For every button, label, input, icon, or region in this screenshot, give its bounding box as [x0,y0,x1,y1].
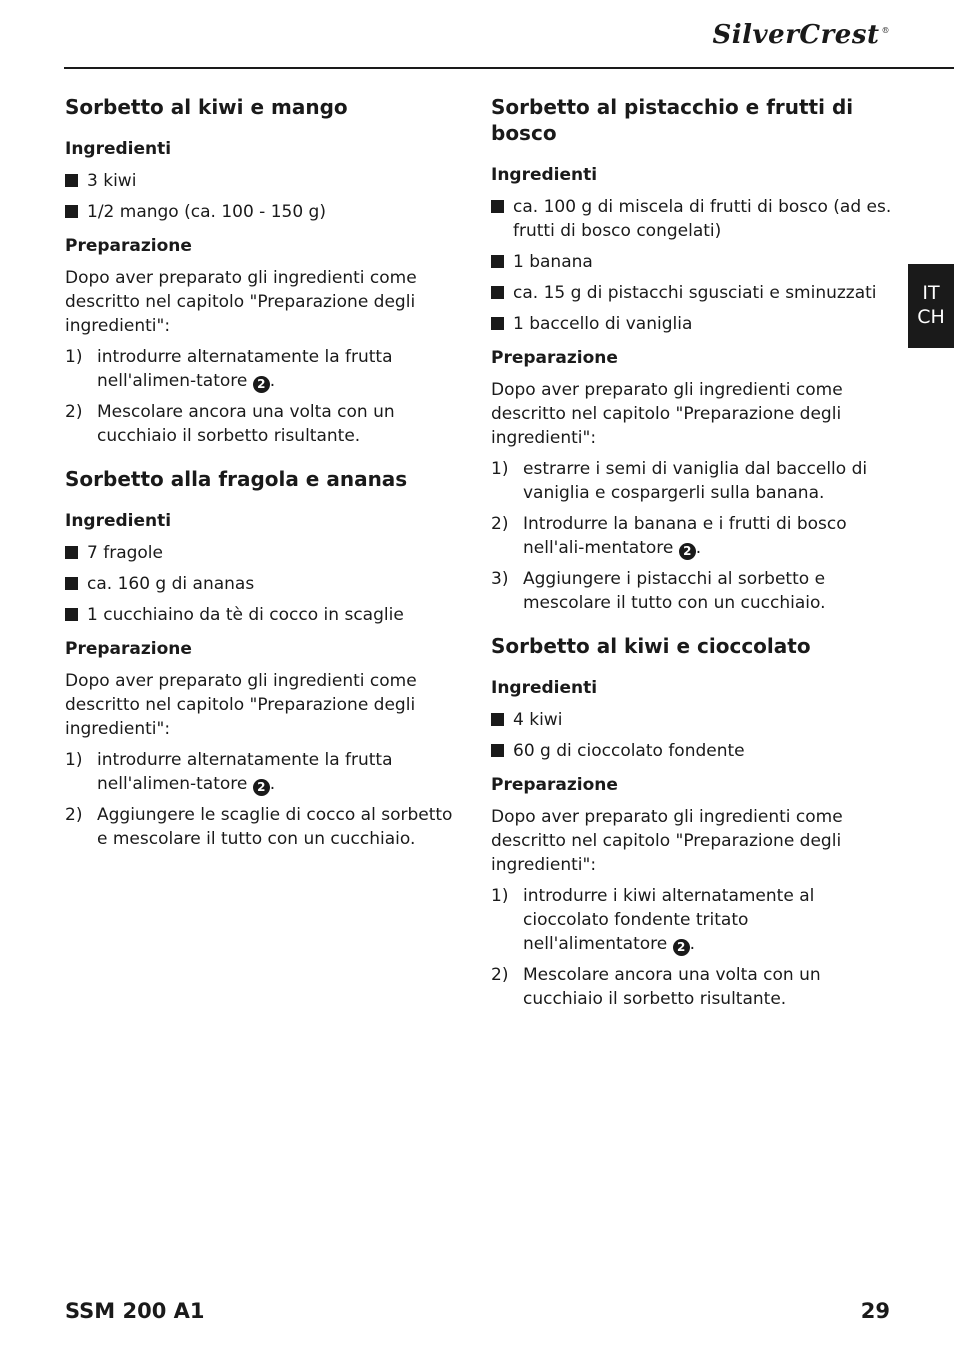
ingredient-item [491,195,893,243]
step-number: 2) [491,965,509,985]
ingredient-text: ca. 100 g di miscela di frutti di bosco (ad es. frutti di bosco congelati) [513,197,892,241]
step-item [491,512,893,560]
ingredients-list [491,708,893,763]
step-item [491,884,893,956]
step-number: 1) [491,459,509,479]
step-text: Introdurre la banana e i frutti di bosco nell'ali-mentatore [523,514,847,558]
ingredient-text: 1 baccello di vaniglia [513,314,693,334]
right-column [491,94,893,1029]
step-text: estrarre i semi di vaniglia dal baccello di vaniglia e cospargerli sulla banana. [523,459,868,503]
steps-list [491,457,893,615]
ingredient-item [491,281,893,305]
ingredients-heading: Ingredienti [65,511,172,531]
recipe-title: Sorbetto alla fragola e ananas [65,467,408,491]
part-ref-icon: 2 [253,376,270,393]
ingredients-list [65,541,461,627]
ingredient-item [491,312,893,336]
step-item [491,567,893,615]
step-item [65,803,461,851]
step-number: 1) [65,750,83,770]
part-ref-icon: 2 [253,779,270,796]
ingredient-item [65,603,461,627]
ingredient-item [65,541,461,565]
ingredient-text: 4 kiwi [513,710,563,730]
preparation-intro: Dopo aver preparato gli ingredienti come descritto nel capitolo "Preparazione degli ingredienti": [65,268,417,336]
step-text: Aggiungere i pistacchi al sorbetto e mescolare il tutto con un cucchiaio. [523,569,826,613]
ingredient-item [491,739,893,763]
step-text: introdurre alternatamente la frutta nell'alimen-tatore [97,750,393,794]
bullet-square-icon [65,205,78,218]
ingredient-item [65,200,461,224]
step-suffix: . [269,774,276,794]
preparation-intro: Dopo aver preparato gli ingredienti come descritto nel capitolo "Preparazione degli ingredienti": [491,807,843,875]
recipe-section [65,466,461,851]
preparation-intro: Dopo aver preparato gli ingredienti come descritto nel capitolo "Preparazione degli ingredienti": [65,671,417,739]
recipe-title: Sorbetto al kiwi e mango [65,95,348,119]
recipe-section [491,94,893,615]
step-suffix: . [695,538,702,558]
part-ref-icon: 2 [679,543,696,560]
ingredients-heading: Ingredienti [65,139,172,159]
ingredients-heading: Ingredienti [491,678,598,698]
bullet-square-icon [65,577,78,590]
step-item [65,400,461,448]
bullet-square-icon [65,174,78,187]
ingredient-text: 1/2 mango (ca. 100 - 150 g) [87,202,326,222]
ingredient-item [65,572,461,596]
step-text: introdurre alternatamente la frutta nell'alimen-tatore [97,347,393,391]
page-number: 29 [860,1299,890,1323]
bullet-square-icon [491,317,504,330]
recipe-section [65,94,461,448]
ingredients-list [65,169,461,224]
preparation-heading: Preparazione [491,775,618,795]
step-number: 1) [491,886,509,906]
footer-model: SSM 200 A1 [65,1299,205,1323]
part-ref-icon: 2 [673,939,690,956]
recipe-section [491,633,893,1011]
ingredient-text: 7 fragole [87,543,163,563]
ingredients-heading: Ingredienti [491,165,598,185]
step-number: 1) [65,347,83,367]
preparation-heading: Preparazione [491,348,618,368]
ingredient-text: ca. 160 g di ananas [87,574,255,594]
bullet-square-icon [65,546,78,559]
step-text: introdurre i kiwi alternatamente al cioccolato fondente tritato nell'alimentatore [523,886,815,954]
steps-list [65,748,461,851]
bullet-square-icon [491,713,504,726]
bullet-square-icon [65,608,78,621]
step-text: Aggiungere le scaglie di cocco al sorbetto e mescolare il tutto con un cucchiaio. [97,805,453,849]
step-number: 2) [65,402,83,422]
steps-list [491,884,893,1011]
bullet-square-icon [491,200,504,213]
ingredient-item [491,708,893,732]
step-text: Mescolare ancora una volta con un cucchiaio il sorbetto risultante. [97,402,395,446]
recipe-title: Sorbetto al pistacchio e frutti di bosco [491,95,854,145]
language-tab [908,264,954,348]
ingredient-text: 3 kiwi [87,171,137,191]
ingredient-text: 1 cucchiaino da tè di cocco in scaglie [87,605,404,625]
language-tab-line1: IT [922,282,940,304]
ingredient-text: 60 g di cioccolato fondente [513,741,745,761]
step-number: 3) [491,569,509,589]
bullet-square-icon [491,286,504,299]
language-tab-line2: CH [917,306,945,328]
ingredient-item [491,250,893,274]
steps-list [65,345,461,448]
ingredients-list [491,195,893,336]
ingredient-text: 1 banana [513,252,593,272]
step-text: Mescolare ancora una volta con un cucchiaio il sorbetto risultante. [523,965,821,1009]
step-suffix: . [269,371,276,391]
recipe-title: Sorbetto al kiwi e cioccolato [491,634,811,658]
brand-logo: SilverCrest ® [712,20,890,50]
step-item [65,345,461,393]
bullet-square-icon [491,744,504,757]
ingredient-text: ca. 15 g di pistacchi sgusciati e sminuzzati [513,283,877,303]
left-column [65,94,461,869]
header-rule [64,67,954,69]
ingredient-item [65,169,461,193]
preparation-intro: Dopo aver preparato gli ingredienti come descritto nel capitolo "Preparazione degli ingredienti": [491,380,843,448]
step-number: 2) [65,805,83,825]
bullet-square-icon [491,255,504,268]
step-item [491,457,893,505]
step-suffix: . [689,934,696,954]
step-item [491,963,893,1011]
step-number: 2) [491,514,509,534]
step-item [65,748,461,796]
preparation-heading: Preparazione [65,236,192,256]
preparation-heading: Preparazione [65,639,192,659]
